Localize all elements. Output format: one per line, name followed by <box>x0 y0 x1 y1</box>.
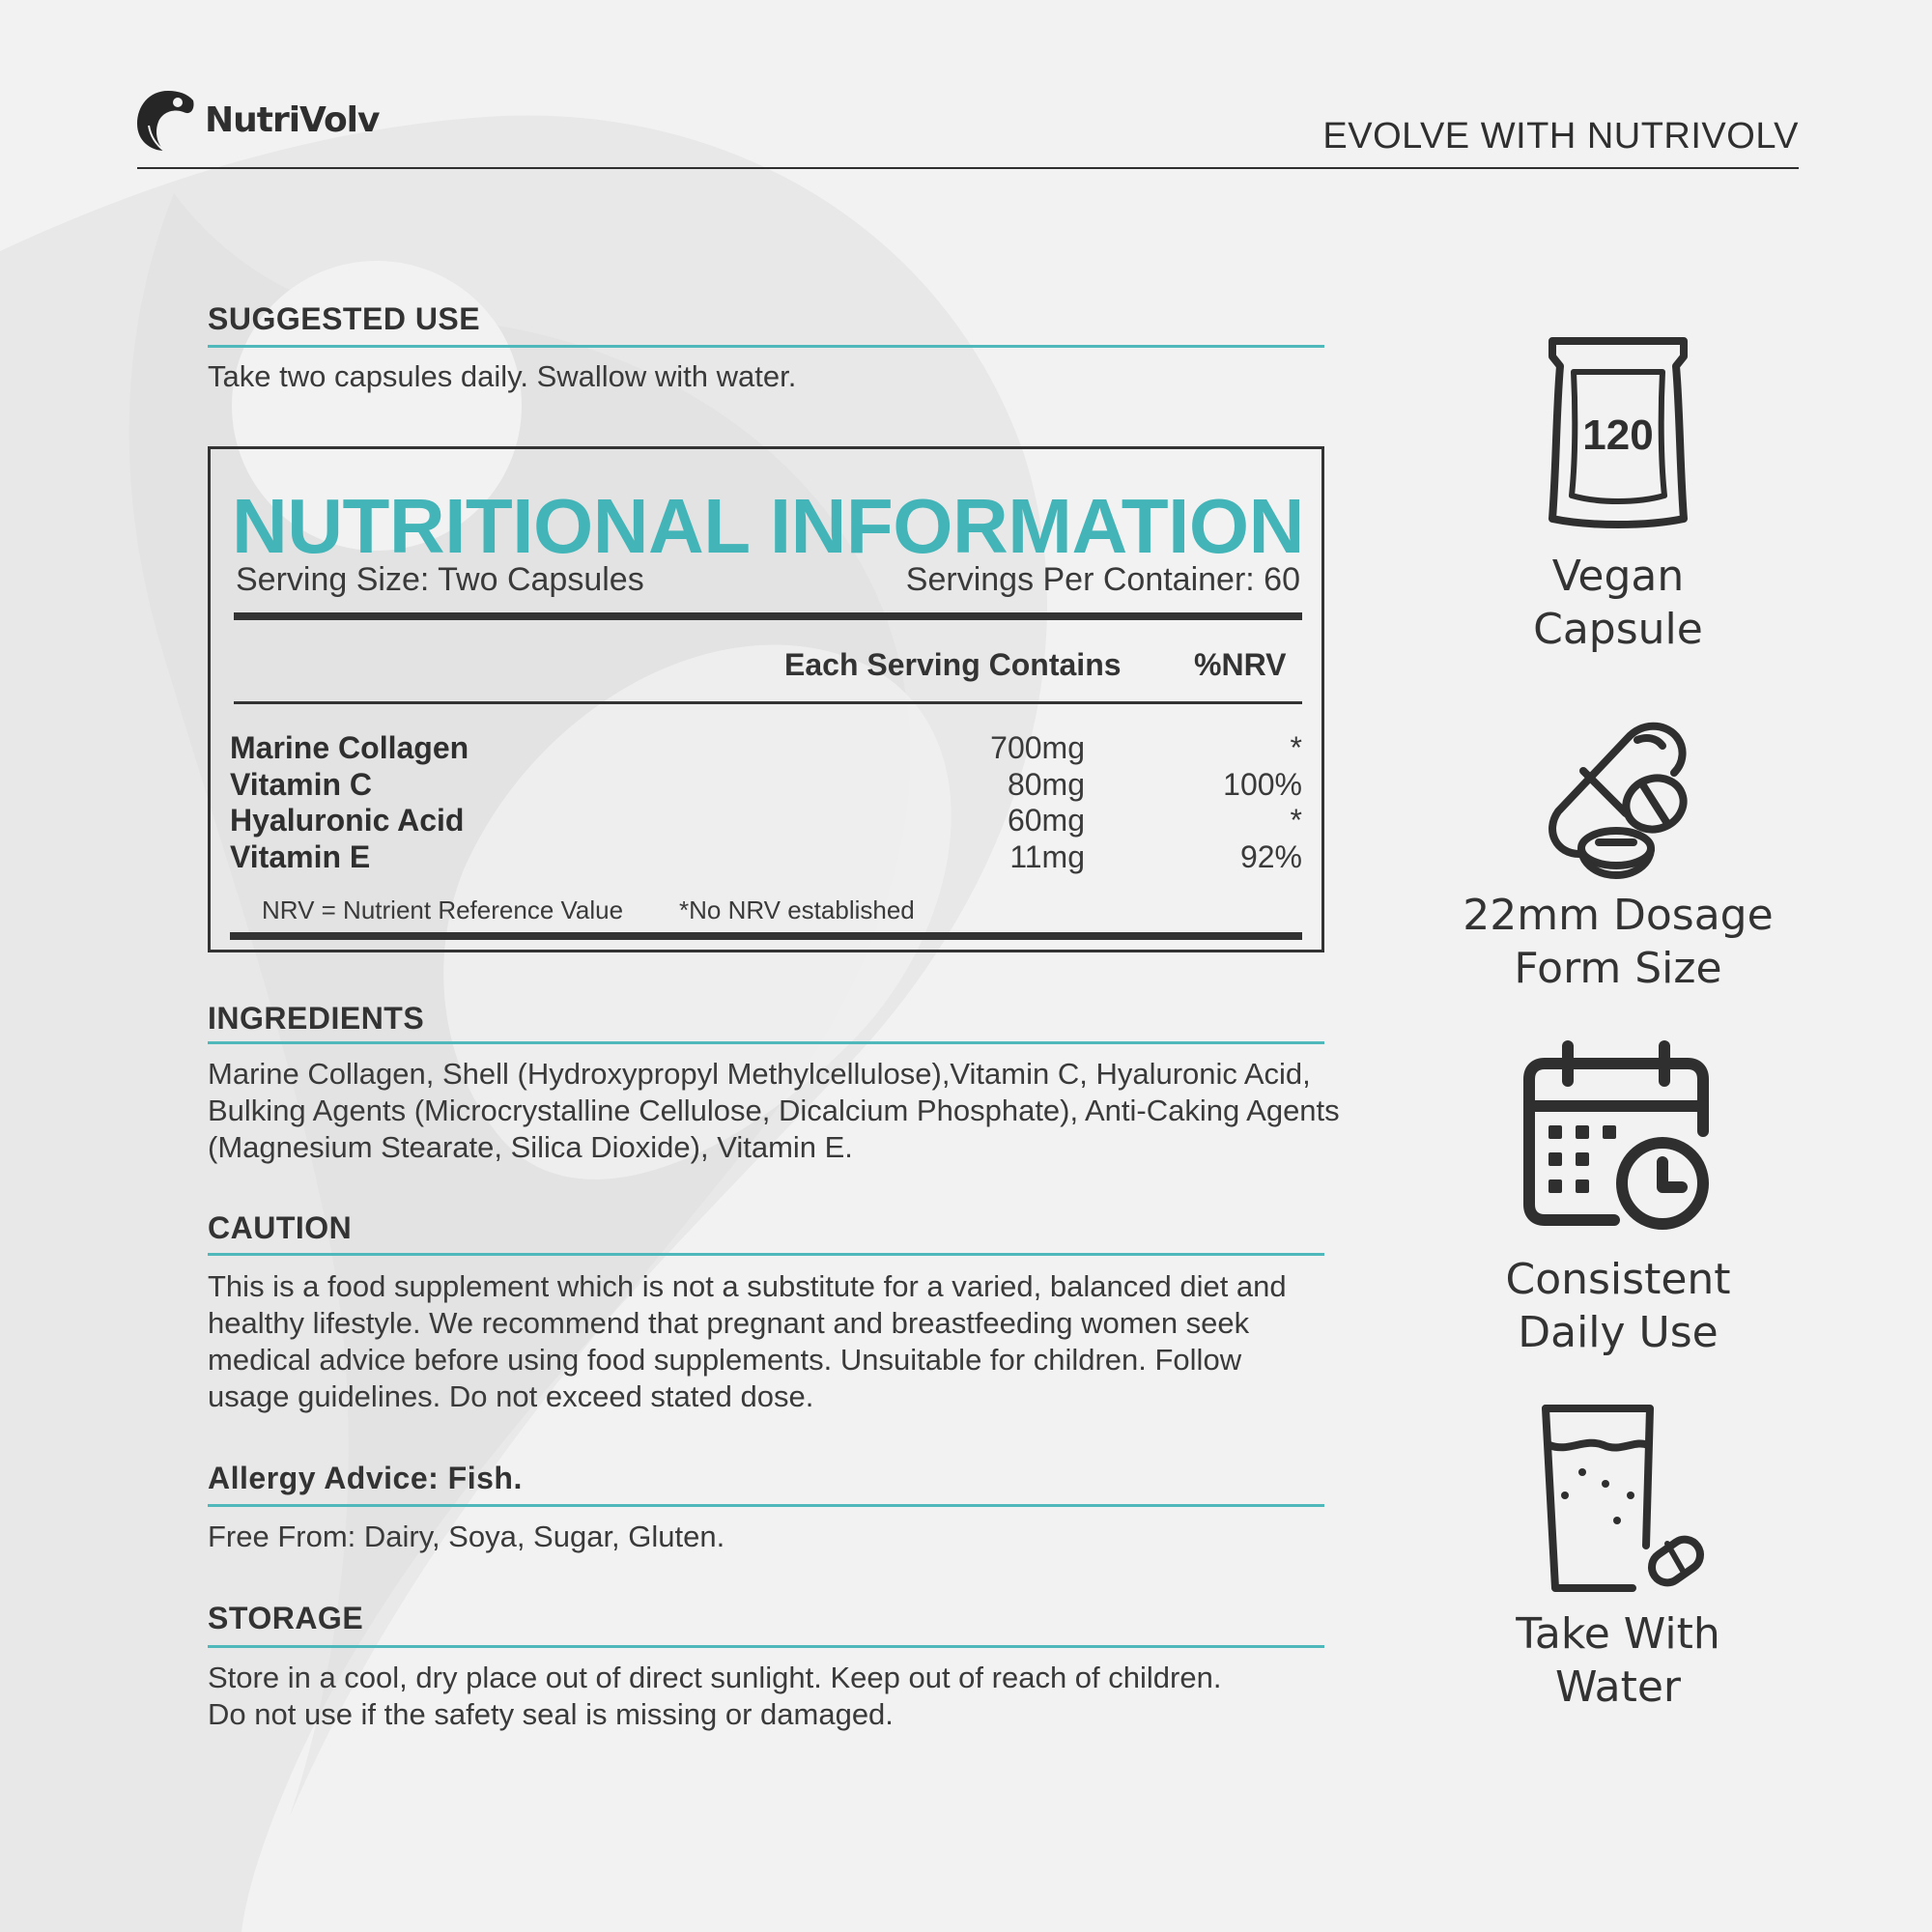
feature-vegan-capsule <box>1430 333 1806 656</box>
feature-daily-use <box>1430 1038 1806 1359</box>
caution-text <box>208 1268 1287 1415</box>
nutrient-amount: 11mg <box>1009 839 1085 874</box>
allergy-divider <box>208 1504 1324 1507</box>
ingredients-line: (Magnesium Stearate, Silica Dioxide), Vitamin E. <box>208 1130 853 1164</box>
feature-label-line: Form Size <box>1514 944 1722 993</box>
allergy-title: Allergy Advice: Fish. <box>208 1461 523 1495</box>
nutrient-amount: 700mg <box>990 730 1085 765</box>
storage-line: Do not use if the safety seal is missing or damaged. <box>208 1697 894 1731</box>
nutrient-row <box>230 767 1302 804</box>
nrv-definition: NRV = Nutrient Reference Value <box>262 895 624 924</box>
nutrient-nrv: 100% <box>1223 767 1302 802</box>
pouch-count: 120 <box>1582 412 1654 459</box>
feature-label-line: Take With <box>1516 1609 1720 1659</box>
feature-label-line: Water <box>1554 1662 1682 1712</box>
storage-divider <box>208 1645 1324 1648</box>
caution-title: CAUTION <box>208 1210 353 1245</box>
nutrient-nrv: * <box>1290 803 1302 838</box>
brand-tagline: EVOLVE WITH NUTRIVOLV <box>1322 116 1799 156</box>
nutrient-name: Marine Collagen <box>230 730 469 765</box>
caution-divider <box>208 1253 1324 1256</box>
feature-label-line: 22mm Dosage <box>1463 891 1774 940</box>
ingredients-line: Marine Collagen, Shell (Hydroxypropyl Methylcellulose),Vitamin C, Hyaluronic Acid, <box>208 1057 1311 1091</box>
serving-size: Serving Size: Two Capsules <box>236 561 644 598</box>
brand-logo-icon <box>135 87 197 153</box>
header-divider <box>137 167 1799 169</box>
brand-name: NutriVolv <box>205 99 380 140</box>
water-glass-icon <box>1526 1401 1710 1604</box>
suggested-use-divider <box>208 345 1324 348</box>
feature-label-line: Consistent <box>1505 1255 1731 1304</box>
caution-line: This is a food supplement which is not a substitute for a varied, balanced diet and <box>208 1269 1287 1303</box>
column-header-nrv: %NRV <box>1194 647 1287 682</box>
feature-label-line: Capsule <box>1533 605 1703 654</box>
feature-take-with-water <box>1430 1401 1806 1714</box>
feature-dosage-size <box>1430 715 1806 995</box>
ingredients-divider <box>208 1041 1324 1044</box>
nutrient-nrv: 92% <box>1239 839 1302 874</box>
storage-text <box>208 1660 1221 1733</box>
nutrition-title: NUTRITIONAL INFORMATION <box>232 483 1304 569</box>
nutrition-bottom-divider <box>230 932 1302 940</box>
nutrient-name: Hyaluronic Acid <box>230 803 465 838</box>
pouch-icon <box>1541 333 1695 536</box>
ingredients-line: Bulking Agents (Microcrystalline Cellulose, Dicalcium Phosphate), Anti-Caking Agents <box>208 1094 1340 1127</box>
nutrient-row <box>230 730 1302 767</box>
feature-label-line: Vegan <box>1551 552 1685 601</box>
caution-line: usage guidelines. Do not exceed stated dose. <box>208 1379 814 1413</box>
ingredients-title: INGREDIENTS <box>208 1001 425 1036</box>
nutrition-header-divider <box>234 701 1302 704</box>
nutrient-row <box>230 839 1302 876</box>
feature-label-line: Daily Use <box>1518 1308 1719 1357</box>
nutrient-name: Vitamin C <box>230 767 372 802</box>
suggested-use-title: SUGGESTED USE <box>208 301 481 336</box>
nutrient-nrv: * <box>1290 730 1302 765</box>
nutrient-amount: 60mg <box>1007 803 1085 838</box>
brand-logo <box>135 87 380 153</box>
calendar-clock-icon <box>1521 1038 1715 1232</box>
nutrient-name: Vitamin E <box>230 839 371 874</box>
nutrition-thick-divider <box>234 612 1302 620</box>
column-header-amount: Each Serving Contains <box>784 647 1122 682</box>
servings-per-container: Servings Per Container: 60 <box>905 561 1300 598</box>
pills-icon <box>1541 715 1695 879</box>
storage-line: Store in a cool, dry place out of direct sunlight. Keep out of reach of children. <box>208 1661 1222 1694</box>
nutrient-row <box>230 803 1302 839</box>
caution-line: healthy lifestyle. We recommend that pregnant and breastfeeding women seek <box>208 1306 1250 1340</box>
nutrient-amount: 80mg <box>1007 767 1085 802</box>
storage-title: STORAGE <box>208 1601 364 1635</box>
caution-line: medical advice before using food supplements. Unsuitable for children. Follow <box>208 1343 1242 1377</box>
free-from-text: Free From: Dairy, Soya, Sugar, Gluten. <box>208 1520 725 1553</box>
ingredients-text <box>208 1056 1340 1166</box>
no-nrv-note: *No NRV established <box>679 895 915 924</box>
suggested-use-text: Take two capsules daily. Swallow with water. <box>208 359 797 393</box>
nutrition-panel <box>208 446 1324 952</box>
